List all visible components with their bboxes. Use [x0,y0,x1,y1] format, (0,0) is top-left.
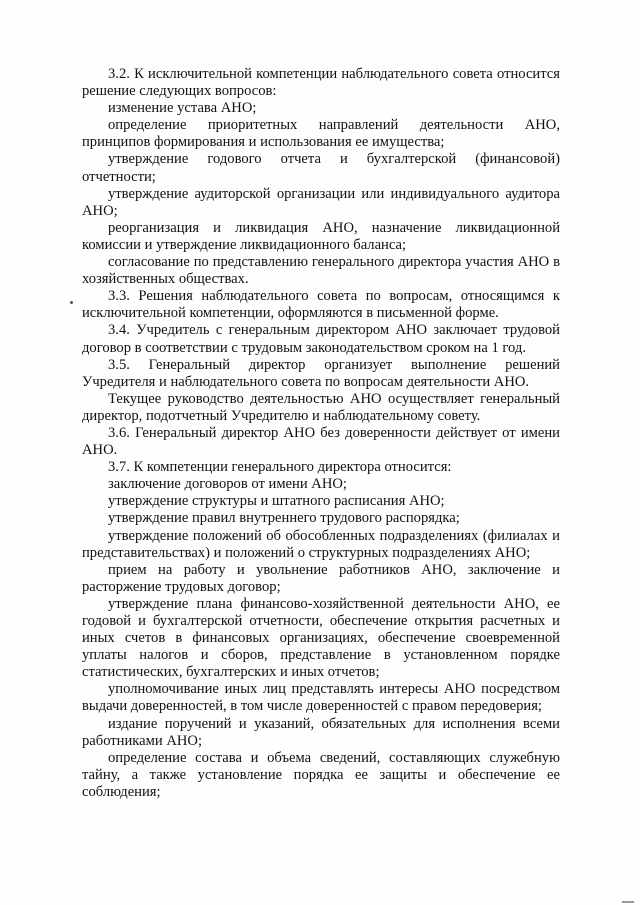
list-item: согласование по представлению генерального директора участия АНО в хозяйственных обществах. [82,254,560,288]
list-item: изменение устава АНО; [108,100,257,117]
scan-edge-mark [622,901,634,903]
paragraph-current-management: Текущее руководство деятельностью АНО осуществляет генеральный директор, подотчетный Учредителю и наблюдательному совету. [82,390,560,424]
list-item: заключение договоров от имени АНО; [108,476,347,493]
list-item: утверждение плана финансово-хозяйственной деятельности АНО, ее годовой и бухгалтерской отчетности, обеспечение открытия расчетных и иных счетов в финансовых организациях, обеспечение своевременной уплаты налогов и сборов, представление в установленном порядке статистических, бухгалтерских и иных отчетов; [82,595,560,681]
scan-speck [70,301,73,304]
list-item: определение состава и объема сведений, составляющих служебную тайну, а также установление порядка ее защиты и обеспечение ее соблюдения; [82,749,560,800]
list-item: утверждение структуры и штатного расписания АНО; [108,493,445,510]
list-item: утверждение годового отчета и бухгалтерской (финансовой) отчетности; [82,151,560,185]
list-item: прием на работу и увольнение работников АНО, заключение и расторжение трудовых договор; [82,561,560,595]
paragraph-3-5: 3.5. Генеральный директор организует выполнение решений Учредителя и наблюдательного совета по вопросам деятельности АНО. [82,356,560,390]
list-item: определение приоритетных направлений деятельности АНО, принципов формирования и использования ее имущества; [82,117,560,151]
paragraph-3-7: 3.7. К компетенции генерального директора относится: [108,459,452,476]
list-item: реорганизация и ликвидация АНО, назначение ликвидационной комиссии и утверждение ликвидационного баланса; [82,219,560,253]
list-item: утверждение правил внутреннего трудового распорядка; [108,510,460,527]
paragraph-3-6: 3.6. Генеральный директор АНО без доверенности действует от имени АНО. [82,424,560,459]
document-body [82,66,560,801]
paragraph-3-3: 3.3. Решения наблюдательного совета по вопросам, относящимся к исключительной компетенции, оформляются в письменной форме. [82,288,560,322]
list-item: утверждение аудиторской организации или индивидуального аудитора АНО; [82,185,560,219]
paragraph-3-4: 3.4. Учредитель с генеральным директором АНО заключает трудовой договор в соответствии с трудовым законодательством сроком на 1 год. [82,322,560,356]
list-item: утверждение положений об обособленных подразделениях (филиалах и представительствах) и положений о структурных подразделениях АНО; [82,527,560,561]
list-item: уполномочивание иных лиц представлять интересы АНО посредством выдачи доверенностей, в том числе доверенностей с правом передоверия; [82,681,560,715]
paragraph-3-2: 3.2. К исключительной компетенции наблюдательного совета относится решение следующих вопросов: [82,66,560,100]
list-item: издание поручений и указаний, обязательных для исполнения всеми работниками АНО; [82,715,560,749]
